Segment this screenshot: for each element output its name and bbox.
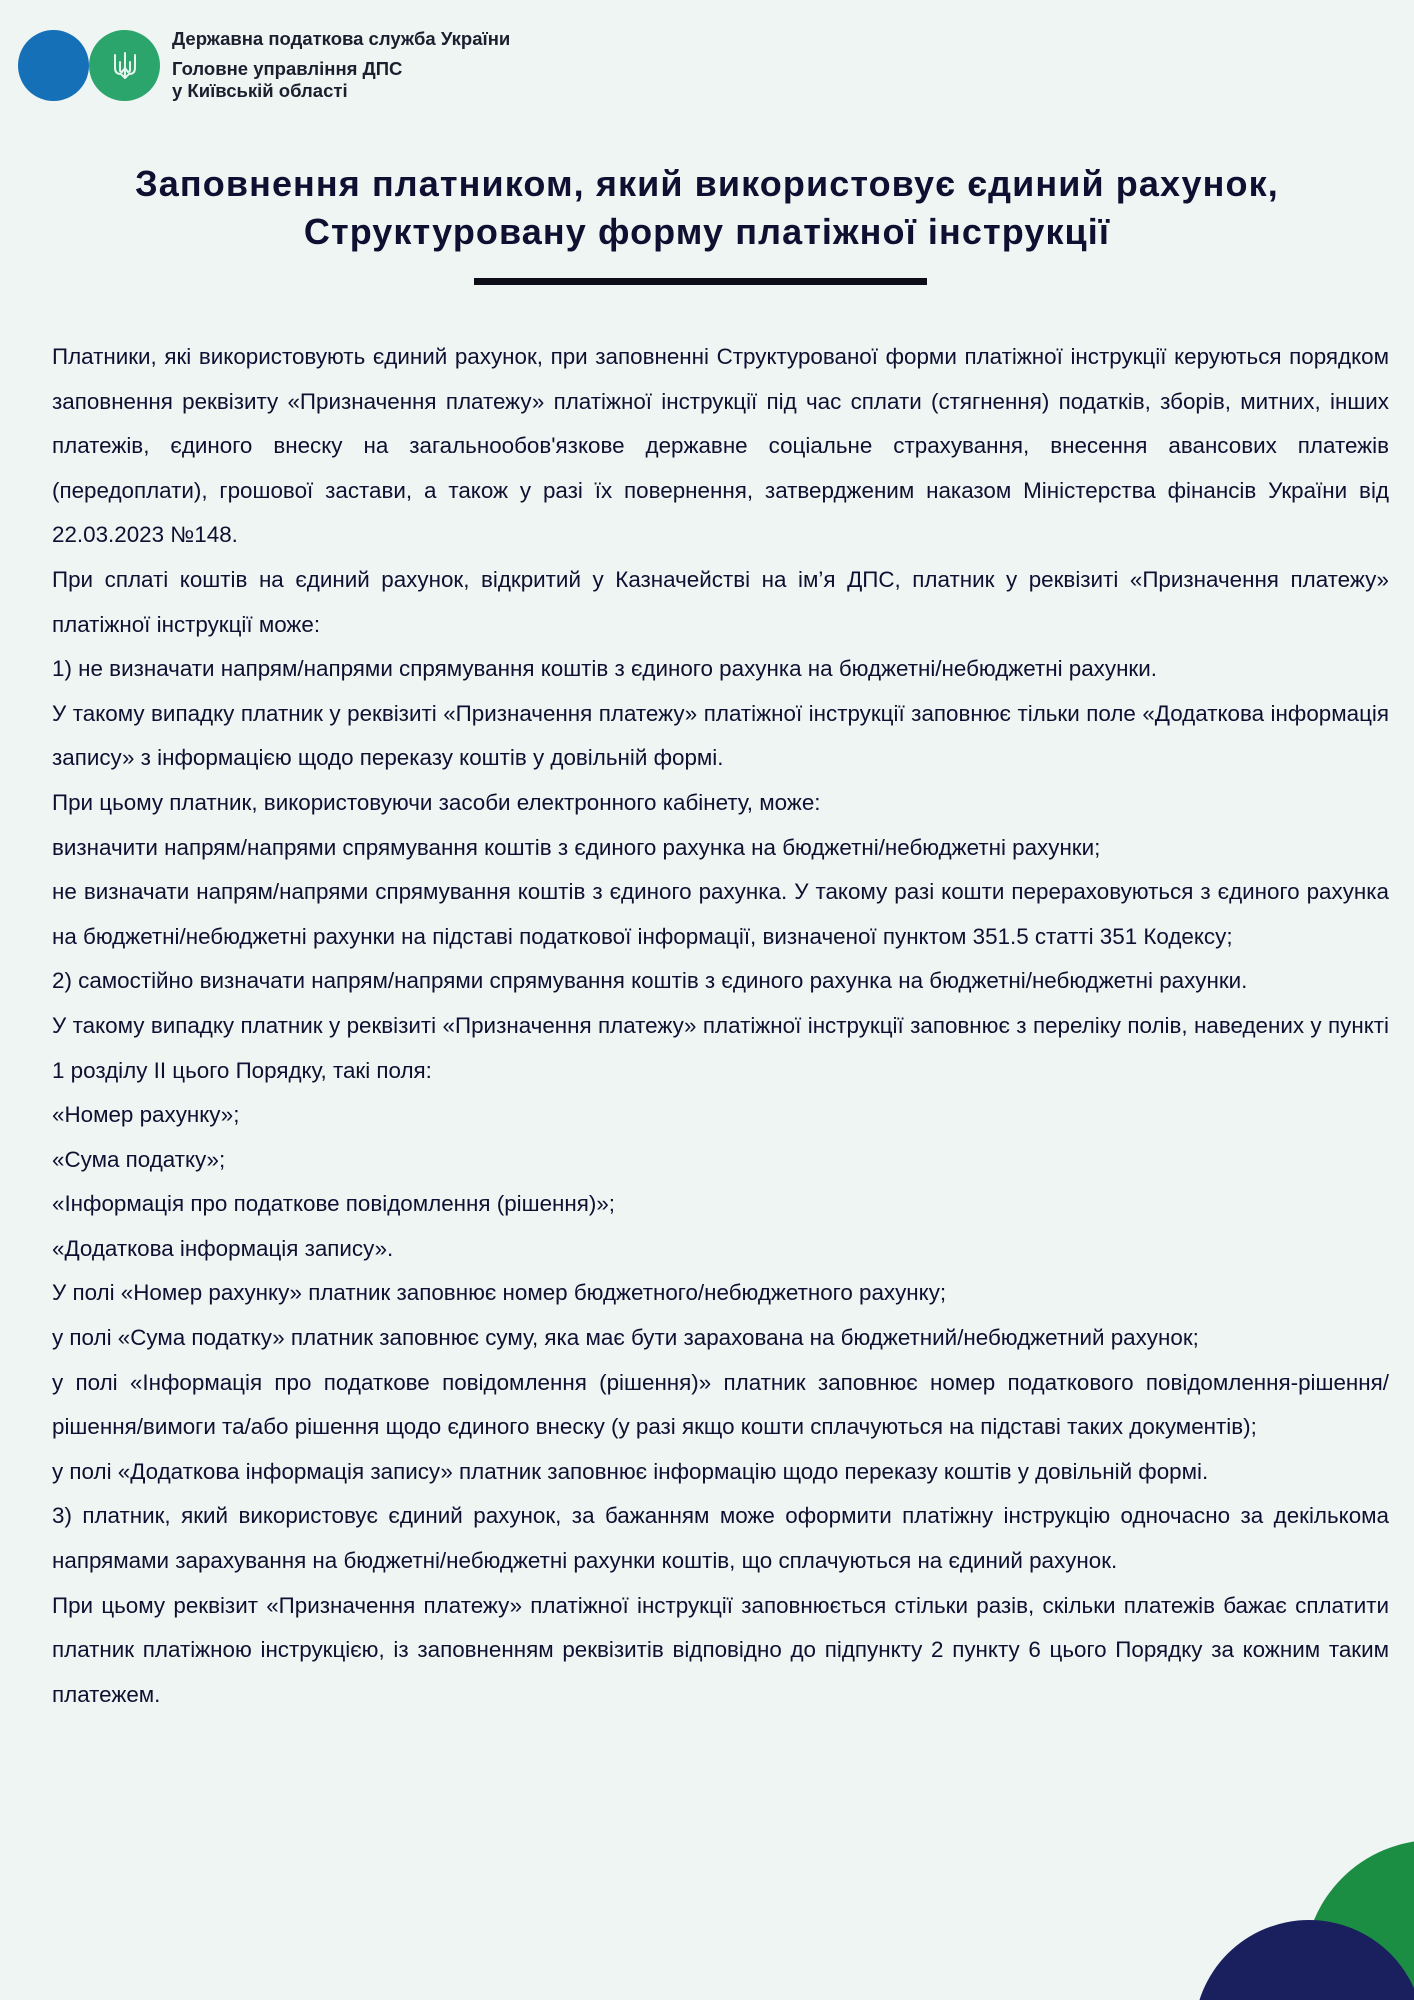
paragraph: визначити напрям/напрями спрямування коштів з єдиного рахунка на бюджетні/небюджетні рахунки; <box>52 834 1101 860</box>
title-line1: Заповнення платником, який використовує єдиний рахунок, <box>135 163 1279 204</box>
paragraph: «Додаткова інформація запису». <box>52 1235 394 1261</box>
org-name-line3: у Київській області <box>172 80 348 101</box>
paragraph: не визначати напрям/напрями спрямування коштів з єдиного рахунка. У такому разі кошти перераховуються з єдиного рахунка на бюджетні/небюджетні рахунки на підставі податкової інформації, визначеної пунктом 351.5 статті 351 Кодексу; <box>52 879 1389 949</box>
logo-green-circle <box>89 30 160 101</box>
paragraph: При цьому платник, використовуючи засоби електронного кабінету, може: <box>52 789 821 815</box>
trident-icon <box>112 51 138 81</box>
org-name-line1: Державна податкова служба України <box>172 28 511 49</box>
paragraph: Платники, які використовують єдиний рахунок, при заповненні Структурованої форми платіжної інструкції керуються порядком заповнення реквізиту «Призначення платежу» платіжної інструкції під час сплати (стягнення) податків, зборів, митних, інших платежів, єдиного внеску на загальнообов'язкове державне соціальне страхування, внесення авансових платежів (передоплати), грошової застави, а також у разі їх повернення, затвердженим наказом Міністерства фінансів України від 22.03.2023 №148. <box>52 344 1389 548</box>
paragraph: 1) не визначати напрям/напрями спрямування коштів з єдиного рахунка на бюджетні/небюджетні рахунки. <box>52 656 1157 682</box>
paragraph: у полі «Додаткова інформація запису» платник заповнює інформацію щодо переказу коштів у довільній формі. <box>52 1458 1209 1484</box>
page-title <box>0 160 1414 256</box>
paragraph: При цьому реквізит «Призначення платежу» платіжної інструкції заповнюється стільки разів, скільки платежів бажає сплатити платник платіжною інструкцією, із заповненням реквізитів відповідно до підпункту 2 пункту 6 цього Порядку за кожним таким платежем. <box>52 1592 1389 1707</box>
paragraph: У такому випадку платник у реквізиті «Призначення платежу» платіжної інструкції заповнює з переліку полів, наведених у пункті 1 розділу II цього Порядку, такі поля: <box>52 1012 1389 1083</box>
title-line2: Структуровану форму платіжної інструкції <box>303 211 1111 252</box>
header <box>18 28 510 102</box>
title-block <box>0 160 1414 285</box>
paragraph: у полі «Інформація про податкове повідомлення (рішення)» платник заповнює номер податкового повідомлення-рішення/рішення/вимоги та/або рішення щодо єдиного внеску (у разі якщо кошти сплачуються на підставі таких документів); <box>52 1369 1389 1440</box>
document-body <box>52 335 1389 1717</box>
paragraph: «Номер рахунку»; <box>52 1102 240 1128</box>
dps-logo <box>18 28 160 102</box>
org-name-line2: Головне управління ДПС <box>172 58 403 79</box>
title-underline <box>474 278 927 285</box>
paragraph: При сплаті коштів на єдиний рахунок, відкритий у Казначействі на ім’я ДПС, платник у реквізиті «Призначення платежу» платіжної інструкції може: <box>52 566 1389 637</box>
paragraph: 3) платник, який використовує єдиний рахунок, за бажанням може оформити платіжну інструкцію одночасно за декількома напрямами зарахування на бюджетні/небюджетні рахунки коштів, що сплачуються на єдиний рахунок. <box>52 1503 1389 1574</box>
paragraph: «Інформація про податкове повідомлення (рішення)»; <box>52 1191 616 1217</box>
paragraph: 2) самостійно визначати напрям/напрями спрямування коштів з єдиного рахунка на бюджетні/небюджетні рахунки. <box>52 968 1248 994</box>
corner-decoration <box>1194 1840 1414 2000</box>
paragraph: У полі «Номер рахунку» платник заповнює номер бюджетного/небюджетного рахунку; <box>52 1280 947 1306</box>
paragraph: у полі «Сума податку» платник заповнює суму, яка має бути зарахована на бюджетний/небюджетний рахунок; <box>52 1325 1199 1351</box>
logo-blue-circle <box>18 30 89 101</box>
paragraph: У такому випадку платник у реквізиті «Призначення платежу» платіжної інструкції заповнює тільки поле «Додаткова інформація запису» з інформацією щодо переказу коштів у довільній формі. <box>52 700 1389 771</box>
paragraph: «Сума податку»; <box>52 1146 226 1172</box>
organization-name <box>172 28 510 102</box>
